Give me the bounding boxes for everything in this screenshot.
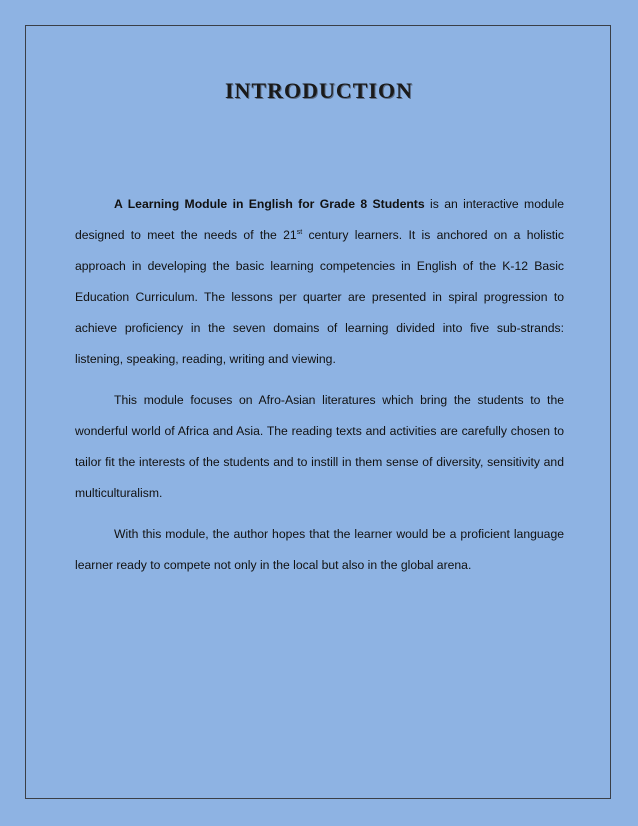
ordinal-suffix: st	[296, 228, 303, 236]
module-title: A Learning Module in English for Grade 8 Students	[114, 197, 425, 211]
page-title: INTRODUCTION	[224, 78, 414, 103]
paragraph-1-text-a: is an interactive module designed to meet the needs of the 21	[75, 197, 565, 242]
paragraph-2: This module focuses on Afro-Asian literatures which bring the students to the wonderful world of Africa and Asia. The reading texts and activities are carefully chosen to tailor fit the interests of the students and to instill in them sense of diversity, sensitivity and multiculturalism.	[75, 393, 564, 500]
paragraph-1-text-b: century learners. It is anchored on a holistic approach in developing the basic learning competencies in English of the K-12 Basic Education Curriculum. The lessons per quarter are presented in spiral progression to achieve proficiency in the seven domains of learning divided into five sub-strands: listening, speaking, reading, writing and viewing.	[75, 228, 564, 366]
introduction-body	[75, 189, 564, 591]
paragraph-1	[75, 189, 564, 375]
paragraph-3: With this module, the author hopes that the learner would be a proficient language learner ready to compete not only in the local but also in the global arena.	[75, 527, 564, 572]
